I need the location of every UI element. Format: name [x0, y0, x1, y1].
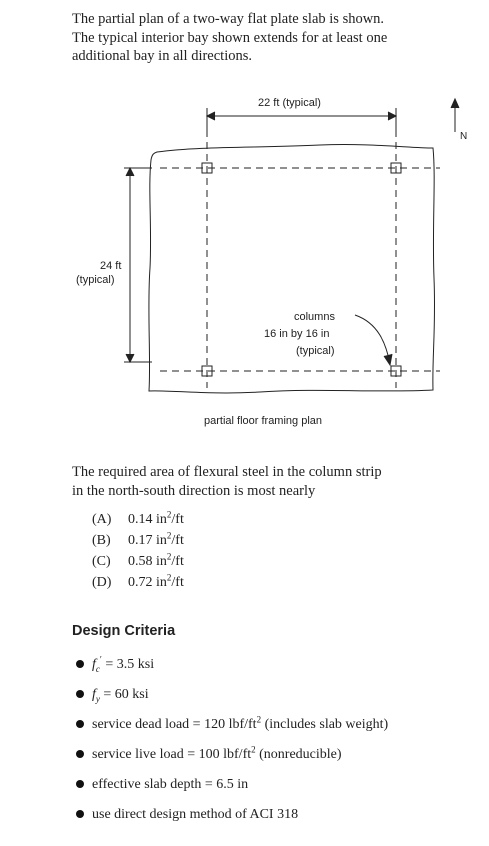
option-unit: in — [156, 533, 167, 548]
question-line: The required area of flexural steel in the column strip — [72, 464, 382, 480]
criteria-exponent: 2 — [256, 714, 262, 725]
option-unit: in — [156, 512, 167, 527]
criteria-text: (nonreducible) — [255, 747, 342, 762]
question-text — [72, 463, 382, 500]
bullet-icon — [76, 690, 84, 698]
columns-typical-label: (typical) — [296, 345, 335, 357]
intro-paragraph — [72, 10, 482, 66]
criteria-item-depth — [76, 770, 248, 800]
criteria-item-live-load — [76, 740, 342, 770]
option-exponent: 2 — [166, 572, 172, 583]
option-a[interactable] — [92, 509, 184, 530]
option-letter: (B) — [92, 533, 111, 548]
intro-line: The typical interior bay shown extends for at least one — [72, 29, 388, 46]
criteria-text: = 60 ksi — [99, 687, 149, 702]
option-per: /ft — [171, 575, 184, 590]
criteria-text: = 3.5 ksi — [101, 657, 155, 672]
criteria-prime: ′ — [99, 654, 102, 665]
option-d[interactable] — [92, 572, 184, 593]
option-exponent: 2 — [166, 551, 172, 562]
option-exponent: 2 — [166, 509, 172, 520]
criteria-subscript: c — [95, 663, 100, 674]
option-c[interactable] — [92, 551, 184, 572]
criteria-item-fc — [76, 650, 154, 680]
north-label: N — [460, 131, 468, 142]
criteria-item-dead-load — [76, 710, 388, 740]
framing-plan-figure — [0, 88, 489, 438]
option-per: /ft — [171, 533, 184, 548]
columns-size-label: 16 in by 16 in — [264, 328, 330, 340]
plan-caption: partial floor framing plan — [204, 415, 323, 427]
height-label: 24 ft — [100, 260, 122, 272]
criteria-list — [76, 650, 486, 840]
height-label-typical: (typical) — [76, 274, 115, 286]
option-letter: (C) — [92, 554, 111, 569]
option-b[interactable] — [92, 530, 184, 551]
option-per: /ft — [171, 554, 184, 569]
criteria-item-fy — [76, 680, 149, 710]
bullet-icon — [76, 720, 84, 728]
option-value: 0.58 — [128, 554, 153, 569]
width-label: 22 ft (typical) — [258, 97, 321, 109]
option-value: 0.17 — [128, 533, 153, 548]
criteria-text: effective slab depth = 6.5 in — [92, 777, 249, 792]
criteria-heading: Design Criteria — [72, 623, 176, 639]
criteria-text: service dead load = 120 lbf/ft — [92, 717, 257, 732]
criteria-item-method — [76, 800, 298, 830]
criteria-text: (includes slab weight) — [261, 717, 389, 732]
criteria-exponent: 2 — [251, 744, 256, 755]
intro-line: additional bay in all directions. — [72, 48, 252, 64]
bullet-icon — [76, 780, 84, 788]
option-value: 0.14 — [128, 512, 153, 527]
answer-options — [92, 509, 184, 593]
bullet-icon — [76, 660, 84, 668]
question-line: in the north-south direction is most nearly — [72, 482, 316, 499]
framing-plan-drawing — [0, 88, 489, 438]
intro-line: The partial plan of a two-way flat plate slab is shown. — [72, 11, 385, 27]
option-unit: in — [156, 575, 167, 590]
criteria-subscript: y — [95, 693, 100, 704]
option-letter: (D) — [92, 575, 112, 590]
criteria-text: service live load = 100 lbf/ft — [92, 747, 252, 762]
option-letter: (A) — [92, 512, 112, 527]
bullet-icon — [76, 810, 84, 818]
criteria-symbol: f — [92, 657, 96, 672]
columns-label: columns — [294, 311, 335, 323]
criteria-text: use direct design method of ACI 318 — [92, 807, 299, 822]
criteria-symbol: f — [92, 687, 96, 702]
option-exponent: 2 — [166, 530, 172, 541]
option-unit: in — [156, 554, 167, 569]
option-value: 0.72 — [128, 575, 153, 590]
option-per: /ft — [171, 512, 184, 527]
bullet-icon — [76, 750, 84, 758]
